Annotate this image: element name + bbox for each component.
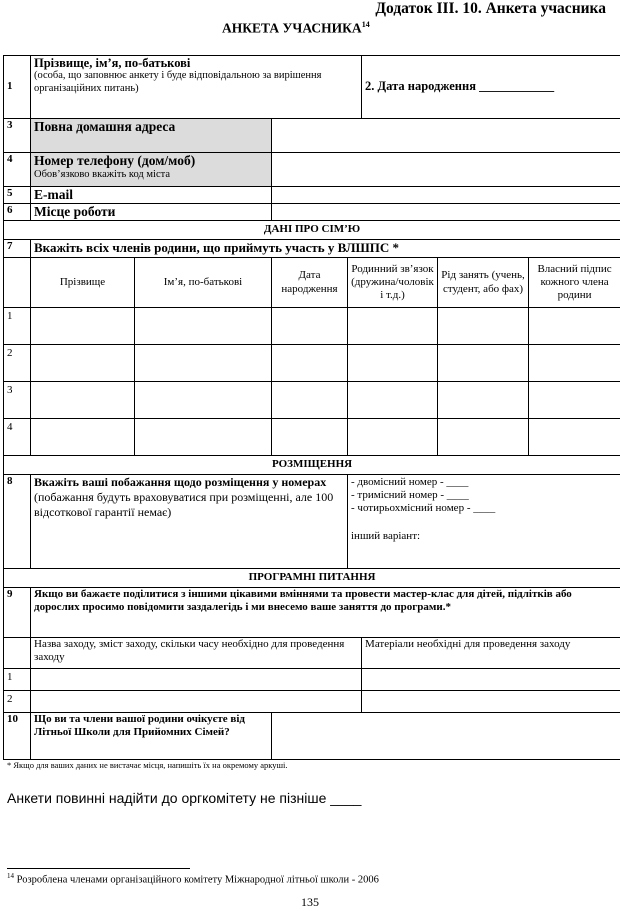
family-cell[interactable] xyxy=(31,308,135,345)
row-number: 4 xyxy=(4,153,31,187)
family-cell[interactable] xyxy=(135,419,272,456)
footnote xyxy=(7,872,379,886)
double-room-option[interactable]: - двомісний номер - ____ xyxy=(351,476,469,488)
program-event-cell[interactable] xyxy=(31,691,362,713)
family-cell[interactable] xyxy=(348,308,438,345)
deadline-note: Анкети повинні надійти до оргкомітету не пізніше ____ xyxy=(7,790,362,806)
family-question: Вкажіть всіх членів родини, що приймуть участь у ВЛШПС * xyxy=(31,240,620,258)
expectations-question: Що ви та члени вашої родини очікуєте від Літньої Школи для Прийомних Сімей? xyxy=(31,713,272,760)
family-cell[interactable] xyxy=(529,308,620,345)
family-cell[interactable] xyxy=(135,345,272,382)
family-cell[interactable] xyxy=(438,382,529,419)
family-row xyxy=(4,382,620,419)
email-label-cell xyxy=(31,187,272,204)
triple-room-option[interactable]: - тримісний номер - ____ xyxy=(351,489,469,502)
family-cell[interactable] xyxy=(529,345,620,382)
footnote-ref: 14 xyxy=(7,872,14,880)
program-row xyxy=(4,691,620,713)
col-header-surname: Прізвище xyxy=(31,258,135,308)
row-number: 10 xyxy=(4,713,31,760)
family-cell[interactable] xyxy=(272,419,348,456)
family-cell[interactable] xyxy=(31,345,135,382)
address-label: Повна домашня адреса xyxy=(34,119,176,134)
family-cell[interactable] xyxy=(272,308,348,345)
full-name-field[interactable] xyxy=(31,56,362,119)
accommodation-question-bold: Вкажіть ваші побажання щодо розміщення у номерах xyxy=(34,475,327,489)
col-header-materials: Матеріали необхідні для проведення заходу xyxy=(362,638,620,669)
other-room-option[interactable]: інший варіант: xyxy=(351,529,421,542)
family-cell[interactable] xyxy=(31,419,135,456)
program-row-number: 2 xyxy=(4,691,31,713)
workplace-field[interactable] xyxy=(272,204,620,221)
family-cell[interactable] xyxy=(135,308,272,345)
expectations-field[interactable] xyxy=(272,713,620,760)
col-header-occupation: Рід занять (учень, студент, або фах) xyxy=(438,258,529,308)
page-number: 135 xyxy=(301,895,319,909)
family-row xyxy=(4,419,620,456)
program-question: Якщо ви бажаєте поділитися з іншими цікавими вміннями та провести мастер-клас для дітей, підлітків або дорослих просимо повідомити заздалегідь і ми внесемо ваше заняття до програми.* xyxy=(31,588,620,638)
family-cell[interactable] xyxy=(438,345,529,382)
email-field[interactable] xyxy=(272,187,620,204)
family-cell[interactable] xyxy=(438,308,529,345)
phone-field[interactable] xyxy=(272,153,620,187)
address-label-cell xyxy=(31,119,272,153)
room-preferences[interactable] xyxy=(348,475,620,569)
row-number: 1 xyxy=(4,56,31,119)
family-row-number: 3 xyxy=(4,382,31,419)
col-header-birth-date: Дата народження xyxy=(272,258,348,308)
program-materials-cell[interactable] xyxy=(362,691,620,713)
star-footnote: * Якщо для ваших даних не вистачає місця, напишіть їх на окремому аркуші. xyxy=(7,760,288,770)
quad-room-option[interactable]: - чотирьохмісний номер - ____ xyxy=(351,502,496,515)
page-title xyxy=(222,20,370,37)
phone-label-cell xyxy=(31,153,272,187)
family-cell[interactable] xyxy=(348,382,438,419)
family-cell[interactable] xyxy=(135,382,272,419)
family-row xyxy=(4,308,620,345)
program-materials-cell[interactable] xyxy=(362,669,620,691)
family-cell[interactable] xyxy=(348,345,438,382)
col-header-relation: Родинний зв’язок (дружина/чоловік і т.д.) xyxy=(348,258,438,308)
family-section-title: ДАНІ ПРО СІМ’Ю xyxy=(4,221,620,240)
workplace-label: Місце роботи xyxy=(34,204,116,219)
accommodation-question xyxy=(31,475,348,569)
family-header-blank xyxy=(4,258,31,308)
program-event-cell[interactable] xyxy=(31,669,362,691)
program-row xyxy=(4,669,620,691)
title-footnote-ref: 14 xyxy=(361,20,370,29)
footnote-divider xyxy=(7,868,190,869)
row-number: 8 xyxy=(4,475,31,569)
appendix-heading: Додаток ІІІ. 10. Анкета учасника xyxy=(375,0,606,17)
phone-label: Номер телефону (дом/моб) xyxy=(34,153,196,168)
col-header-event: Назва заходу, зміст заходу, скільки часу необхідно для проведення заходу xyxy=(31,638,362,669)
family-row-number: 2 xyxy=(4,345,31,382)
program-section-title: ПРОГРАМНІ ПИТАННЯ xyxy=(4,569,620,588)
row-number: 7 xyxy=(4,240,31,258)
row-number: 9 xyxy=(4,588,31,638)
birth-date-field[interactable] xyxy=(362,56,620,119)
full-name-hint: (особа, що заповнює анкету і буде відповідальною за вирішення організаційних питань) xyxy=(34,70,322,94)
family-cell[interactable] xyxy=(438,419,529,456)
email-label: E-mail xyxy=(34,187,73,202)
col-header-signature: Власний підпис кожного члена родини xyxy=(529,258,620,308)
workplace-label-cell xyxy=(31,204,272,221)
family-cell[interactable] xyxy=(348,419,438,456)
family-row xyxy=(4,345,620,382)
family-row-number: 4 xyxy=(4,419,31,456)
row-number: 3 xyxy=(4,119,31,153)
title-text: АНКЕТА УЧАСНИКА xyxy=(222,20,362,36)
address-field[interactable] xyxy=(272,119,620,153)
program-row-number: 1 xyxy=(4,669,31,691)
accommodation-section-title: РОЗМІЩЕННЯ xyxy=(4,456,620,475)
phone-hint: Обов’язково вкажіть код міста xyxy=(34,168,171,180)
full-name-label: Прізвище, ім’я, по-батькові xyxy=(34,56,191,70)
row-number: 6 xyxy=(4,204,31,221)
family-row-number: 1 xyxy=(4,308,31,345)
footnote-text: Розроблена членами організаційного комітету Міжнародної літньої школи - 2006 xyxy=(14,874,379,886)
family-cell[interactable] xyxy=(31,382,135,419)
accommodation-question-note: (побажання будуть враховуватися при розміщенні, але 100 відсоткової гарантії немає) xyxy=(34,490,334,519)
row-number: 5 xyxy=(4,187,31,204)
col-header-name: Ім’я, по-батькові xyxy=(135,258,272,308)
family-cell[interactable] xyxy=(529,382,620,419)
family-cell[interactable] xyxy=(272,345,348,382)
participant-form-table xyxy=(3,55,620,760)
family-cell[interactable] xyxy=(272,382,348,419)
program-header-blank xyxy=(4,638,31,669)
family-cell[interactable] xyxy=(529,419,620,456)
birth-date-label: 2. Дата народження ____________ xyxy=(365,79,555,94)
